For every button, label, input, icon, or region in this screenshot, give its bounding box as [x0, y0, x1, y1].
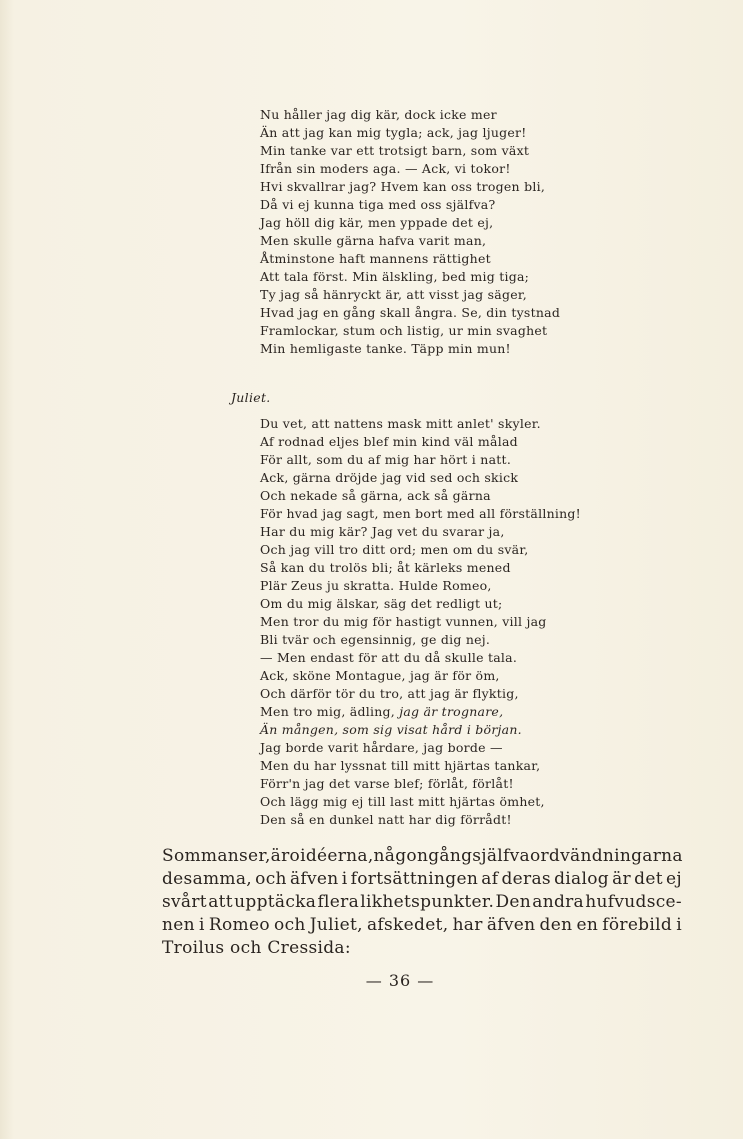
- verse-line: Ack, sköne Montague, jag är för öm,: [260, 668, 500, 683]
- prose-word: en: [576, 915, 599, 935]
- prose-word: afskedet,: [367, 915, 449, 935]
- verse-line: Om du mig älskar, säg det redligt ut;: [260, 596, 503, 611]
- prose-text: Troilus och Cressida:: [162, 938, 351, 958]
- verse-line: Men skulle gärna hafva varit man,: [260, 233, 487, 248]
- prose-word: likhetspunkter.: [360, 892, 495, 912]
- verse-line: [260, 703, 581, 721]
- verse-line: Och därför tör du tro, att jag är flyktig,: [260, 686, 519, 701]
- verse-line: Jag höll dig kär, men yppade det ej,: [260, 215, 494, 230]
- prose-paragraph: [162, 845, 682, 960]
- verse-line: Hvad jag en gång skall ångra. Se, din tystnad: [260, 305, 561, 320]
- prose-word: och: [274, 915, 306, 935]
- prose-word: och: [255, 869, 287, 889]
- prose-word: i: [341, 869, 348, 889]
- prose-word: ser,: [239, 846, 271, 866]
- prose-word: nen: [162, 915, 195, 935]
- verse-line: Än att jag kan mig tygla; ack, jag ljuger!: [260, 125, 527, 140]
- prose-word: dialog: [554, 869, 609, 889]
- speaker-name: Juliet.: [231, 390, 271, 405]
- prose-word: äro: [270, 846, 301, 866]
- prose-word: äfven: [289, 869, 339, 889]
- verse-line: Hvi skvallrar jag? Hvem kan oss trogen bli,: [260, 179, 546, 194]
- verse-line: Åtminstone haft mannens rättighet: [260, 251, 491, 266]
- verse-line: Förr'n jag det varse blef; förlåt, förlåt!: [260, 776, 514, 791]
- prose-line: [162, 914, 682, 937]
- verse-line: Än mången, som sig visat hård i början.: [260, 722, 522, 737]
- verse-line: Min hemligaste tanke. Täpp min mun!: [260, 341, 511, 356]
- verse-line: Ack, gärna dröjde jag vid sed och skick: [260, 470, 519, 485]
- prose-word: det: [634, 869, 663, 889]
- verse-line-italic-part: jag är trognare,: [399, 704, 504, 719]
- prose-line: [162, 845, 682, 868]
- prose-word: ej: [666, 869, 682, 889]
- verse-line: Den så en dunkel natt har dig förrådt!: [260, 812, 512, 827]
- verse-line: Plär Zeus ju skratta. Hulde Romeo,: [260, 578, 492, 593]
- prose-word: ordvändningarna: [529, 846, 683, 866]
- verse-stanza-1: [260, 106, 560, 358]
- prose-word: Juliet,: [309, 915, 363, 935]
- verse-line: Och jag vill tro ditt ord; men om du svär,: [260, 542, 529, 557]
- prose-word: hufvudsce-: [585, 892, 682, 912]
- page-number: [0, 971, 743, 990]
- prose-word: man: [200, 846, 240, 866]
- verse-line: Då vi ej kunna tiga med oss själfva?: [260, 197, 496, 212]
- verse-line: Och nekade så gärna, ack så gärna: [260, 488, 491, 503]
- prose-word: den: [539, 915, 573, 935]
- prose-word: fortsättningen: [350, 869, 479, 889]
- prose-word: andra: [532, 892, 584, 912]
- prose-word: desamma,: [162, 869, 252, 889]
- prose-word: har: [452, 915, 483, 935]
- verse-line: Och lägg mig ej till last mitt hjärtas ömhet,: [260, 794, 545, 809]
- verse-line: För hvad jag sagt, men bort med all förställning!: [260, 506, 581, 521]
- prose-word: att: [208, 892, 233, 912]
- prose-word: flera: [317, 892, 360, 912]
- prose-word: själfva: [472, 846, 530, 866]
- verse-line: Ty jag så hänryckt är, att visst jag säger,: [260, 287, 527, 302]
- verse-line: Jag borde varit hårdare, jag borde —: [260, 740, 503, 755]
- prose-word: af: [481, 869, 499, 889]
- verse-line: Bli tvär och egensinnig, ge dig nej.: [260, 632, 491, 647]
- prose-word: Den: [495, 892, 531, 912]
- prose-word: Romeo: [208, 915, 270, 935]
- verse-line: För allt, som du af mig har hört i natt.: [260, 452, 512, 467]
- verse-line: Af rodnad eljes blef min kind väl målad: [260, 434, 518, 449]
- verse-line: Nu håller jag dig kär, dock icke mer: [260, 107, 497, 122]
- page-number-text: — 36 —: [365, 971, 435, 990]
- prose-word: i: [676, 915, 682, 935]
- verse-line: Har du mig kär? Jag vet du svarar ja,: [260, 524, 505, 539]
- prose-line: [162, 891, 682, 914]
- prose-word: svårt: [162, 892, 207, 912]
- prose-word: äfven: [486, 915, 536, 935]
- prose-line: [162, 868, 682, 891]
- verse-line: Men du har lyssnat till mitt hjärtas tankar,: [260, 758, 541, 773]
- verse-line: Du vet, att nattens mask mitt anlet' skyler.: [260, 416, 541, 431]
- verse-line: — Men endast för att du då skulle tala.: [260, 650, 518, 665]
- verse-line: Framlockar, stum och listig, ur min svaghet: [260, 323, 548, 338]
- verse-stanza-2: [260, 415, 581, 829]
- verse-line: Så kan du trolös bli; åt kärleks mened: [260, 560, 511, 575]
- verse-line: Att tala först. Min älskling, bed mig tiga;: [260, 269, 530, 284]
- prose-word: idéerna,: [300, 846, 374, 866]
- verse-line: Men tror du mig för hastigt vunnen, vill jag: [260, 614, 547, 629]
- prose-word: i: [199, 915, 205, 935]
- verse-line: Ifrån sin moders aga. — Ack, vi tokor!: [260, 161, 511, 176]
- prose-line: [162, 937, 682, 960]
- prose-word: upptäcka: [234, 892, 317, 912]
- verse-line: Min tanke var ett trotsigt barn, som växt: [260, 143, 530, 158]
- prose-word: deras: [501, 869, 551, 889]
- prose-word: Som: [162, 846, 201, 866]
- prose-word: förebild: [602, 915, 673, 935]
- prose-word: är: [612, 869, 631, 889]
- prose-word: gång: [428, 846, 473, 866]
- prose-word: någon: [373, 846, 429, 866]
- verse-line-roman-part: Men tro mig, ädling,: [260, 704, 400, 719]
